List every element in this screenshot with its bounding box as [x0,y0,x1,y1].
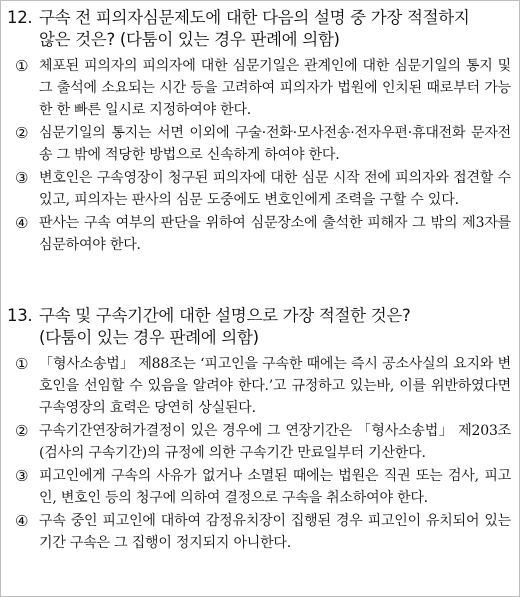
option-marker: ④ [15,214,29,232]
option-marker: ① [15,355,29,373]
question-13-option-1 [1,353,519,419]
option-text: 체포된 피의자의 피의자에 대한 심문기일은 관계인에 대한 심문기일의 통지 및 그 출석에 소요되는 시간 등을 고려하여 피의자가 법원에 인치된 때로부터 가능한 한 빠른 일시로 지정하여야 한다. [39,58,511,118]
option-text: 피고인에게 구속의 사유가 없거나 소멸된 때에는 법원은 직권 또는 검사, 피고인, 변호인 등의 청구에 의하여 결정으로 구속을 취소하여야 한다. [39,468,511,506]
question-12-stem-line-1: 구속 전 피의자심문제도에 대한 다음의 설명 중 가장 적절하지 [39,8,470,27]
question-13 [1,305,519,555]
question-13-stem-line-1: 구속 및 구속기간에 대한 설명으로 가장 적절한 것은? [39,306,411,325]
question-13-option-2 [1,420,519,464]
option-text: 판사는 구속 여부의 판단을 위하여 심문장소에 출석한 피해자 그 밖의 제3자를 심문하여야 한다. [39,215,511,253]
option-marker: ④ [15,512,29,530]
option-text: 구속기간연장허가결정이 있은 경우에 그 연장기간은 「형사소송법」 제203조(검사의 구속기간)의 규정에 의한 구속기간 만료일부터 기산한다. [39,423,511,461]
option-marker: ③ [15,467,29,485]
option-marker: ② [15,124,29,142]
option-marker: ② [15,422,29,440]
question-12-stem [1,7,519,51]
option-text: 구속 중인 피고인에 대하여 감정유치장이 집행된 경우 피고인이 유치되어 있는 기간 구속은 그 집행이 정지되지 아니한다. [39,513,511,551]
question-13-stem-line-2: (다툼이 있는 경우 판례에 의함) [39,328,259,347]
question-12-option-3 [1,167,519,211]
question-12-option-4 [1,212,519,256]
question-13-stem [1,305,519,349]
question-13-option-4 [1,510,519,554]
option-text: 변호인은 구속영장이 청구된 피의자에 대한 심문 시작 전에 피의자와 접견할 수 있고, 피의자는 판사의 심문 도중에도 변호인에게 조력을 구할 수 있다. [39,170,511,208]
question-13-option-3 [1,465,519,509]
question-12-options [1,55,519,256]
option-text: 「형사소송법」 제88조는 ‘피고인을 구속한 때에는 즉시 공소사실의 요지와 변호인을 선임할 수 있음을 알려야 한다.’고 규정하고 있는바, 이를 위반하였다면 구속영장의 효력은 당연히 상실된다. [39,356,511,416]
option-marker: ③ [15,169,29,187]
question-12-number: 12. [7,8,33,27]
question-12-option-1 [1,55,519,121]
question-12-option-2 [1,122,519,166]
question-12 [1,7,519,257]
option-text: 심문기일의 통지는 서면 이외에 구술·전화·모사전송·전자우편·휴대전화 문자전송 그 밖에 적당한 방법으로 신속하게 하여야 한다. [39,125,511,163]
question-13-number: 13. [7,306,33,325]
question-12-stem-line-2: 않은 것은? (다툼이 있는 경우 판례에 의함) [39,30,340,49]
question-13-options [1,353,519,554]
option-marker: ① [15,57,29,75]
